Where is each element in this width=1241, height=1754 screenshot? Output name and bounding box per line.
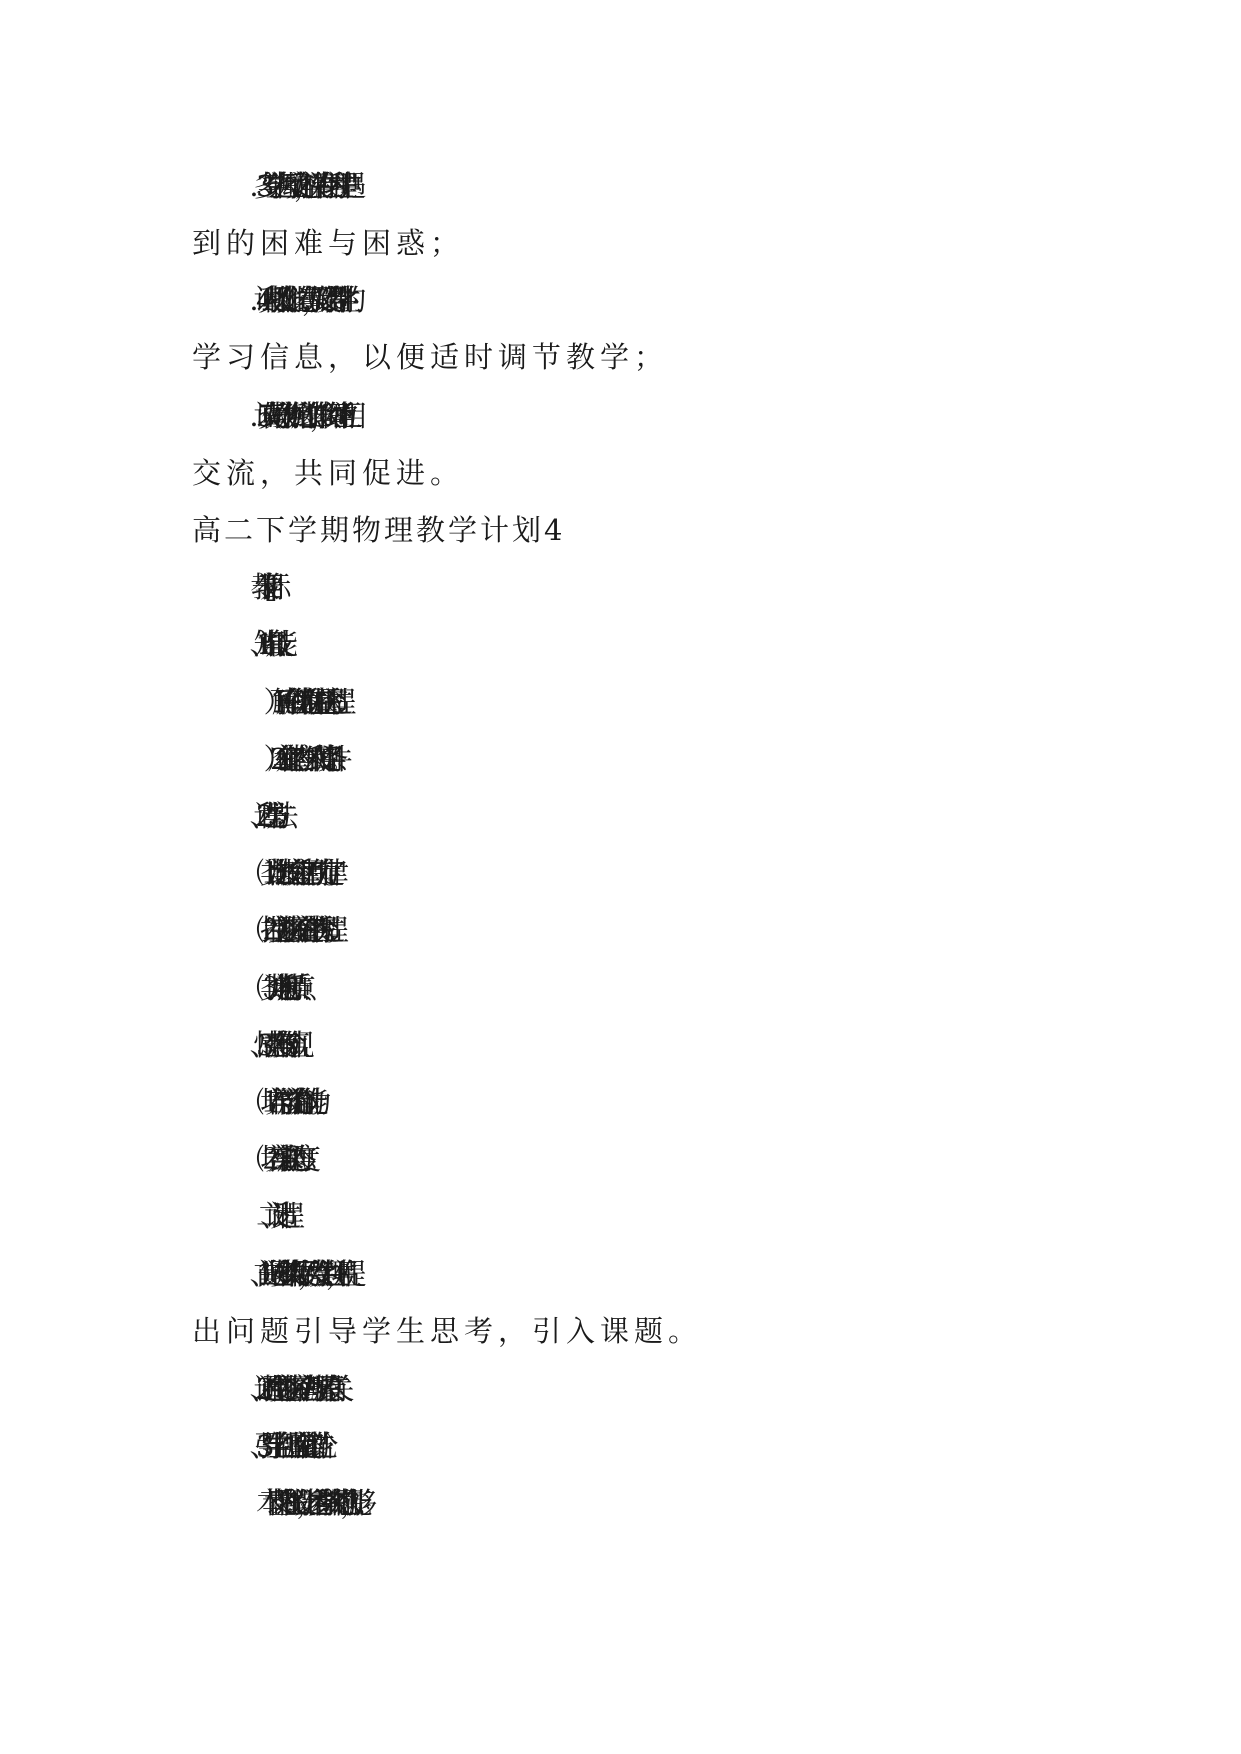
list-item: ⑴培养与同学交流合作的能力。 <box>256 1085 313 1119</box>
subheading-line: 3、情感、态度与价值观： <box>256 1028 294 1062</box>
heading-line <box>256 567 1116 607</box>
list-item: ⑶类比点电荷和质点。 <box>256 971 297 1005</box>
paragraph-line: 4．认真积极批发作业、试卷等，及时反馈得到学生的 <box>256 283 342 317</box>
paragraph-line: 本节课整个过程的设计，渗透着科学探究的思想，能够 <box>256 1486 353 1520</box>
paragraph-line: 5．认真做好教学分析归纳总结工作，教师间经常互相 <box>256 399 342 433</box>
paragraph-line: 2、通过控制变量法探究库仑力与哪些因素有关。 <box>256 1372 334 1406</box>
paragraph-line: 出问题引导学生思考，引入课题。 <box>192 1314 703 1348</box>
section-title: 高二下学期物理教学计划4 <box>192 513 566 547</box>
paragraph-line: 3、引导学生自己得出库仑定律的结论。 <box>256 1429 318 1463</box>
subheading-line: 2、过程与方法： <box>256 799 278 833</box>
list-item: ⑵控制变量法探究库仑定律的探究过程。 <box>256 913 329 947</box>
subheading-line: 1、知识与技能： <box>256 627 278 661</box>
list-item: ⑴类比法比较库仑定律和万有引力定律。 <box>256 856 329 890</box>
list-item: （2）库仑定律的内容、公式和使用条件。 <box>266 742 332 776</box>
paragraph-line: 3．多与学生进行互动交流，解决学生在学习过程中遇 <box>256 169 342 203</box>
paragraph-line: 学习信息，以便适时调节教学； <box>192 340 669 374</box>
paragraph-line: 交流，共同促进。 <box>192 456 465 490</box>
heading-line: 二、设计过程 <box>256 1199 281 1233</box>
paragraph-line: 1、首先通过多媒体课件展示，激发学生兴趣，并且提 <box>256 1257 342 1291</box>
paragraph-line: 到的困难与困惑； <box>192 226 465 260</box>
list-item: （1）了解库仑规律的定性和定量探究过程。 <box>266 685 336 719</box>
list-item: ⑵培养实事求是的态度。 <box>256 1142 301 1176</box>
